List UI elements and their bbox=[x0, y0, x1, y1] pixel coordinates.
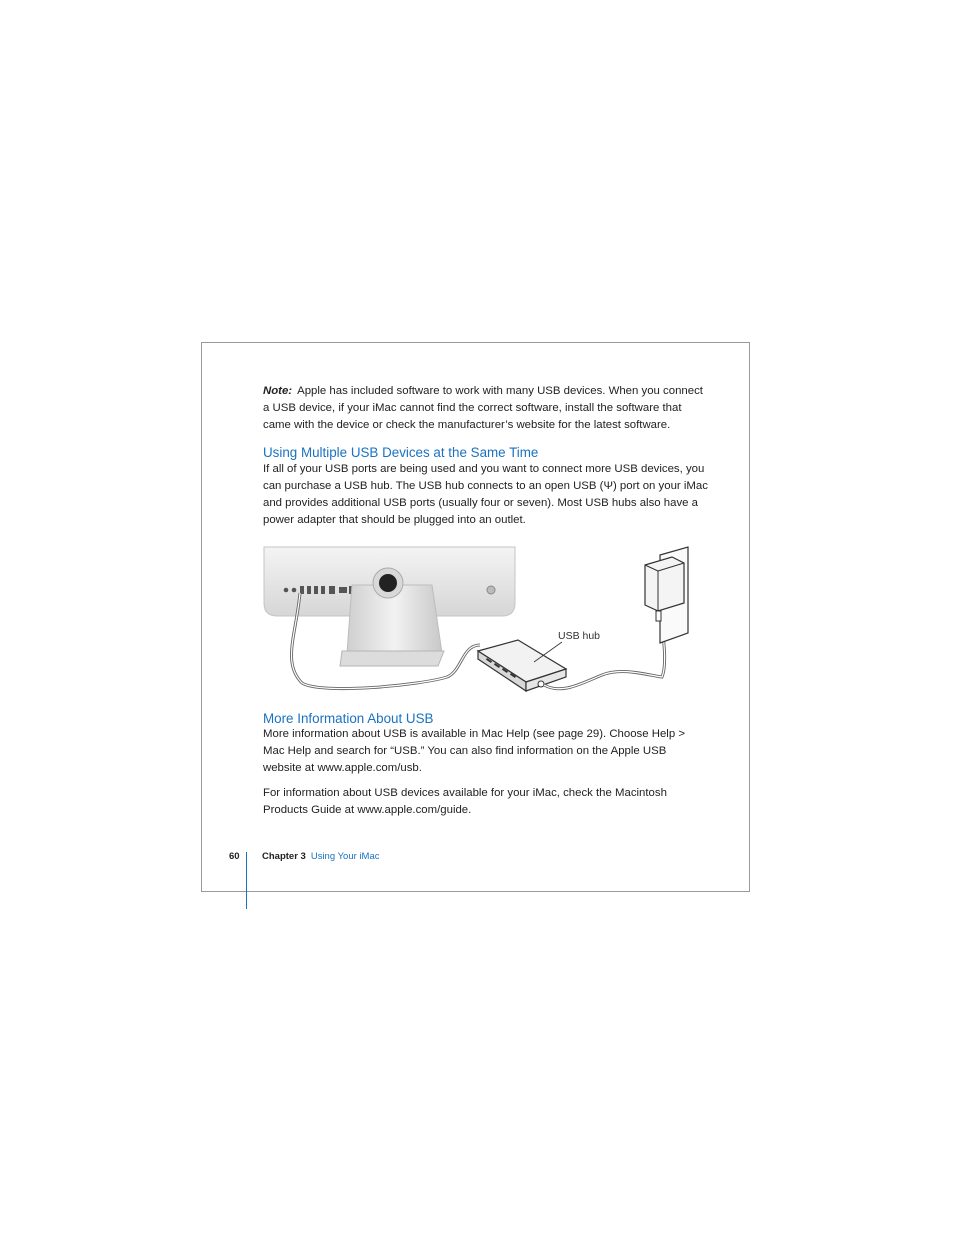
footer-rule bbox=[246, 852, 247, 909]
paragraph-multiple-usb: If all of your USB ports are being used and you want to connect more USB devices, you can purchase a USB hub. The USB hub connects to an open USB (Ψ) port on your iMac and provides additional USB ports (usually four or seven). Most USB hubs also have a power adapter that should be plugged into an outlet. bbox=[263, 463, 708, 526]
heading-more-information: More Information About USB bbox=[263, 711, 434, 726]
chapter-footer bbox=[262, 851, 379, 862]
imac-power-button bbox=[487, 586, 495, 594]
usb-hub-label: USB hub bbox=[558, 630, 601, 642]
paragraph-more-information: More information about USB is available in Mac Help (see page 29). Choose Help > Mac Help and search for “USB.” You can also find information on the Apple USB website at www.apple.com/usb. bbox=[263, 728, 685, 774]
power-adapter bbox=[645, 547, 688, 643]
note-text: Apple has included software to work with many USB devices. When you connect a USB device, if your iMac cannot find the correct software, install the software that came with the device or check the manufacturer’s website for the latest software. bbox=[263, 385, 703, 431]
note-label: Note: bbox=[263, 385, 293, 397]
chapter-label: Chapter 3 bbox=[262, 851, 306, 862]
paragraph-products-guide: For information about USB devices available for your iMac, check the Macintosh Products Guide at www.apple.com/guide. bbox=[263, 787, 667, 816]
imac-stand-base bbox=[340, 651, 444, 666]
usb-hub bbox=[478, 640, 566, 691]
usb-hub-illustration bbox=[262, 545, 694, 695]
note-paragraph bbox=[263, 383, 708, 434]
heading-multiple-usb: Using Multiple USB Devices at the Same Time bbox=[263, 445, 539, 460]
chapter-title: Using Your iMac bbox=[310, 851, 380, 862]
page-number: 60 bbox=[229, 851, 240, 862]
